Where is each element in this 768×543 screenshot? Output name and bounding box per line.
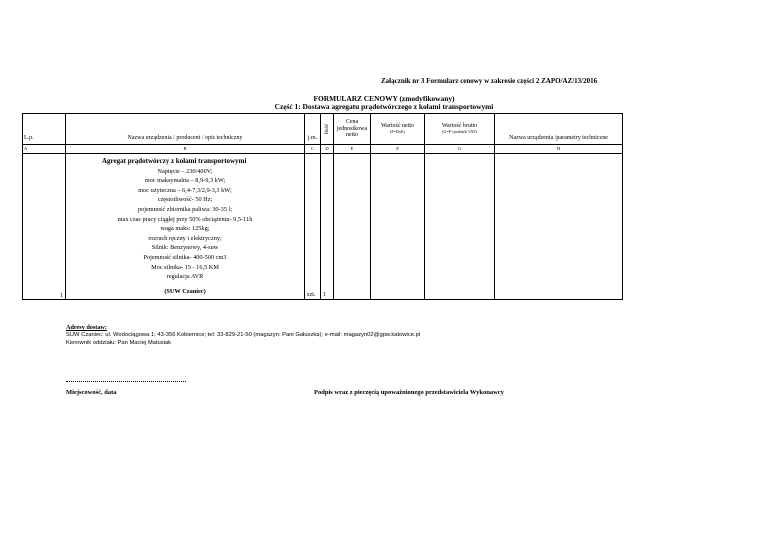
spec-line: Moc silnika- 15 - 16,5 KM	[151, 263, 219, 271]
delivery-title: Adresy dostaw:	[66, 324, 107, 331]
letter-d: D	[321, 145, 334, 154]
letter-h: H	[495, 145, 623, 154]
spec-line: Silnik: Benzynowy, 4-suw	[151, 244, 219, 252]
header-cena-line2: jednostkowa	[336, 125, 368, 132]
header-jm: j.m.	[305, 114, 321, 145]
row-jm: szt.	[305, 154, 321, 300]
spec-line: pojemność zbiornika paliwa: 30-35 l;	[137, 205, 233, 213]
signature-label: Podpis wraz z pieczęcią upoważnionego przedstawiciela Wykonawcy	[314, 389, 504, 396]
spec-line: częstotliwość- 50 Hz;	[157, 196, 213, 204]
letter-b: B	[66, 145, 305, 154]
row-brutto-empty	[425, 154, 495, 300]
header-cena-line1: Cena	[345, 118, 359, 125]
table-row	[23, 154, 623, 300]
row-ilosc: 1	[321, 154, 334, 300]
header-params: Nazwa urządzenia /parametry techniczne	[495, 114, 623, 145]
header-cena-line3: netto	[346, 132, 358, 139]
spec-line: Napięcie – 230/400V;	[157, 167, 213, 175]
row-lp: 1	[23, 154, 66, 300]
header-netto-formula: (F=DxE)	[389, 129, 406, 135]
column-letters-row	[23, 145, 623, 154]
part-title: Część 1: Dostawa agregatu prądotwórczego z kołami transportowymi	[274, 102, 494, 111]
header-netto-label: Wartość netto	[380, 123, 414, 130]
header-name: Nazwa urządzenia / producent / opis techniczny	[66, 114, 305, 145]
spec-line: max czas pracy ciągłej przy 50% obciążeniu- 9,5-11h	[117, 215, 253, 223]
spec-line: waga maks: 125kg;	[160, 225, 210, 233]
letter-f: F	[371, 145, 425, 154]
price-table	[22, 113, 623, 300]
spec-line: Pojemność silnika- 400-500 cm3	[143, 253, 227, 261]
delivery-location: (SUW Czaniec)	[164, 287, 206, 295]
header-ilosc	[321, 114, 334, 145]
row-description	[66, 154, 305, 300]
row-params-empty	[495, 154, 623, 300]
delivery-manager: Kierownik oddziału: Pan Maciej Matusiak	[66, 340, 172, 346]
spec-line: moc maksymalna – 8,9-9,3 kW;	[144, 177, 226, 185]
signature-dotted-line	[66, 381, 186, 382]
letter-c: C	[305, 145, 321, 154]
spec-line: moc użyteczna – 6,4-7,3/2,9-3,3 kW;	[138, 186, 232, 194]
header-ilosc-label: Ilość	[323, 123, 330, 135]
header-brutto-label: Wartość brutto	[441, 123, 478, 130]
letter-e: E	[334, 145, 371, 154]
spec-line: regulacja AVR	[166, 273, 204, 281]
table-header-row	[23, 114, 623, 145]
device-name: Agregat prądotwórczy z kołami transportowymi	[102, 157, 247, 165]
letter-a: A	[23, 145, 66, 154]
header-brutto-formula: (G=F+podatek VAT)	[442, 129, 477, 135]
header-brutto	[425, 114, 495, 145]
row-cena-empty	[334, 154, 371, 300]
header-lp: L.p.	[23, 114, 66, 145]
attachment-header: Załącznik nr 3 Formularz cenowy w zakresie części 2 ZAPO/AZ/13/2016	[381, 77, 598, 85]
letter-g: G	[425, 145, 495, 154]
form-title: FORMULARZ CENOWY (zmodyfikowany)	[313, 94, 455, 103]
header-netto	[371, 114, 425, 145]
place-date-label: Miejscowość, data	[66, 389, 117, 396]
spec-line: rozruch ręczny i elektryczny;	[148, 234, 222, 242]
header-cena	[334, 114, 371, 145]
delivery-address: SUW Czaniec: ul. Wodociągowa 1; 43-356 Kobiernice; tel: 33-829-21-50 (magazyn: Pani Gałuszka); e-mail: magazyn02@gpw.katowice.pl	[66, 332, 421, 338]
row-netto-empty	[371, 154, 425, 300]
